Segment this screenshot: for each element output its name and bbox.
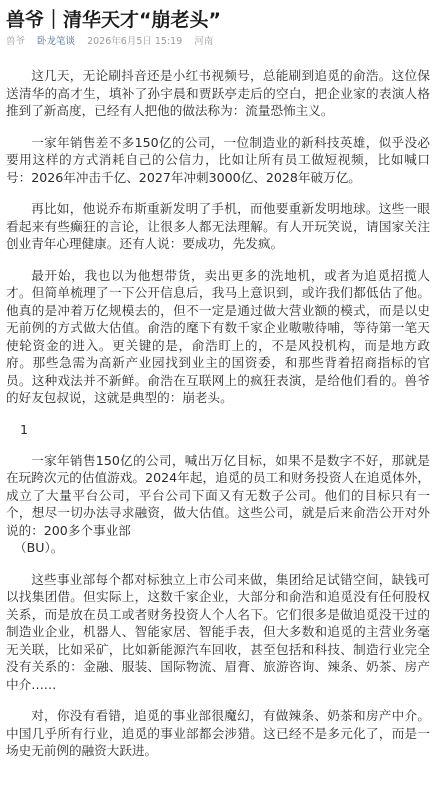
- account-link[interactable]: 卧龙笔谈: [37, 36, 76, 47]
- publish-location: 河南: [194, 36, 214, 47]
- publish-date: 2026年6月5日 15:19: [87, 36, 183, 47]
- paragraph: 对，你没有看错，追觅的事业部很魔幻，有做辣条、奶茶和房产中介。中国几乎所有行业，追觅的事业部都会涉猎。这已经不是多元化了，而是一场史无前例的融资大跃进。: [6, 708, 430, 758]
- paragraph: 再比如，他说乔布斯重新发明了手机，而他要重新发明地球。这些一眼看起来有些癫狂的言论，让很多人都无法理解。有人开玩笑说，请国家关注创业青年心理健康。还有人说：要成功，先发疯。: [6, 201, 430, 251]
- paragraph: 这几天，无论刷抖音还是小红书视频号，总能刷到追觅的俞浩。这位保送清华的高才生，填补了孙宇晨和贾跃亭走后的空白，把企业家的表演人格推到了新高度，已经有人把他的做法称为：流量恐怖主义。: [6, 68, 430, 118]
- article-meta: [6, 35, 430, 49]
- article-title: 兽爷｜清华天才“崩老头”: [6, 9, 221, 31]
- paragraph: 最开始，我也以为他想带货，卖出更多的洗地机，或者为追觅招揽人才。但简单梳理了一下公开信息后，我马上意识到，或许我们都低估了他。他真的是冲着万亿规模去的，但不一定是通过做大营业额的模式，而是以史无前例的方式做大估值。俞浩的麾下有数千家企业嗷嗷待哺，等待第一笔天使轮资金的进入。更关键的是，俞浩盯上的，不是风投机构，而是地方政府。那些急需为高新产业园找到业主的国资委，和那些背着招商指标的官员。这种戏法并不新鲜。俞浩在互联网上的疯狂表演，是给他们看的。兽爷的好友包叔说，这就是典型的：崩老头。: [6, 267, 430, 405]
- section-number: 1: [20, 421, 29, 437]
- paragraph: 一家年销售差不多150亿的公司，一位制造业的新科技英雄，似乎没必要用这样的方式消耗自己的公信力，比如让所有员工做短视频，比如喊口号：2026年冲击千亿、2027年冲刺3000亿、2028年破万亿。: [6, 134, 430, 185]
- author-name: 兽爷: [6, 36, 26, 47]
- paragraph: 一家年销售150亿的公司，喊出万亿目标，如果不是数字不好，那就是在玩跨次元的估值游戏。2024年起，追觅的员工和财务投资人在追觅体外，成立了大量平台公司，平台公司下面又有无数子公司。他们的目标只有一个，想尽一切办法寻求融资，做大估值。这些公司，就是后来俞浩公开对外说的：200多个事业部: [6, 452, 430, 538]
- paragraph-continuation: （BU）。: [14, 540, 64, 555]
- paragraph: 这些事业部每个都对标独立上市公司来做，集团给足试错空间，缺钱可以找集团借。但实际上，这数千家企业，大部分和俞浩和追觅没有任何股权关系，而是放在员工或者财务投资人个人名下。它们很多是做追觅没干过的制造业企业，机器人、智能家居、智能手表，但大多数和追觅的主营业务毫无关联，比如采矿，比如新能源汽车回收，甚至包括和科技、制造行业完全没有关系的：金融、服装、国际物流、眉膏、旅游咨询、辣条、奶茶、房产中介……: [6, 571, 430, 692]
